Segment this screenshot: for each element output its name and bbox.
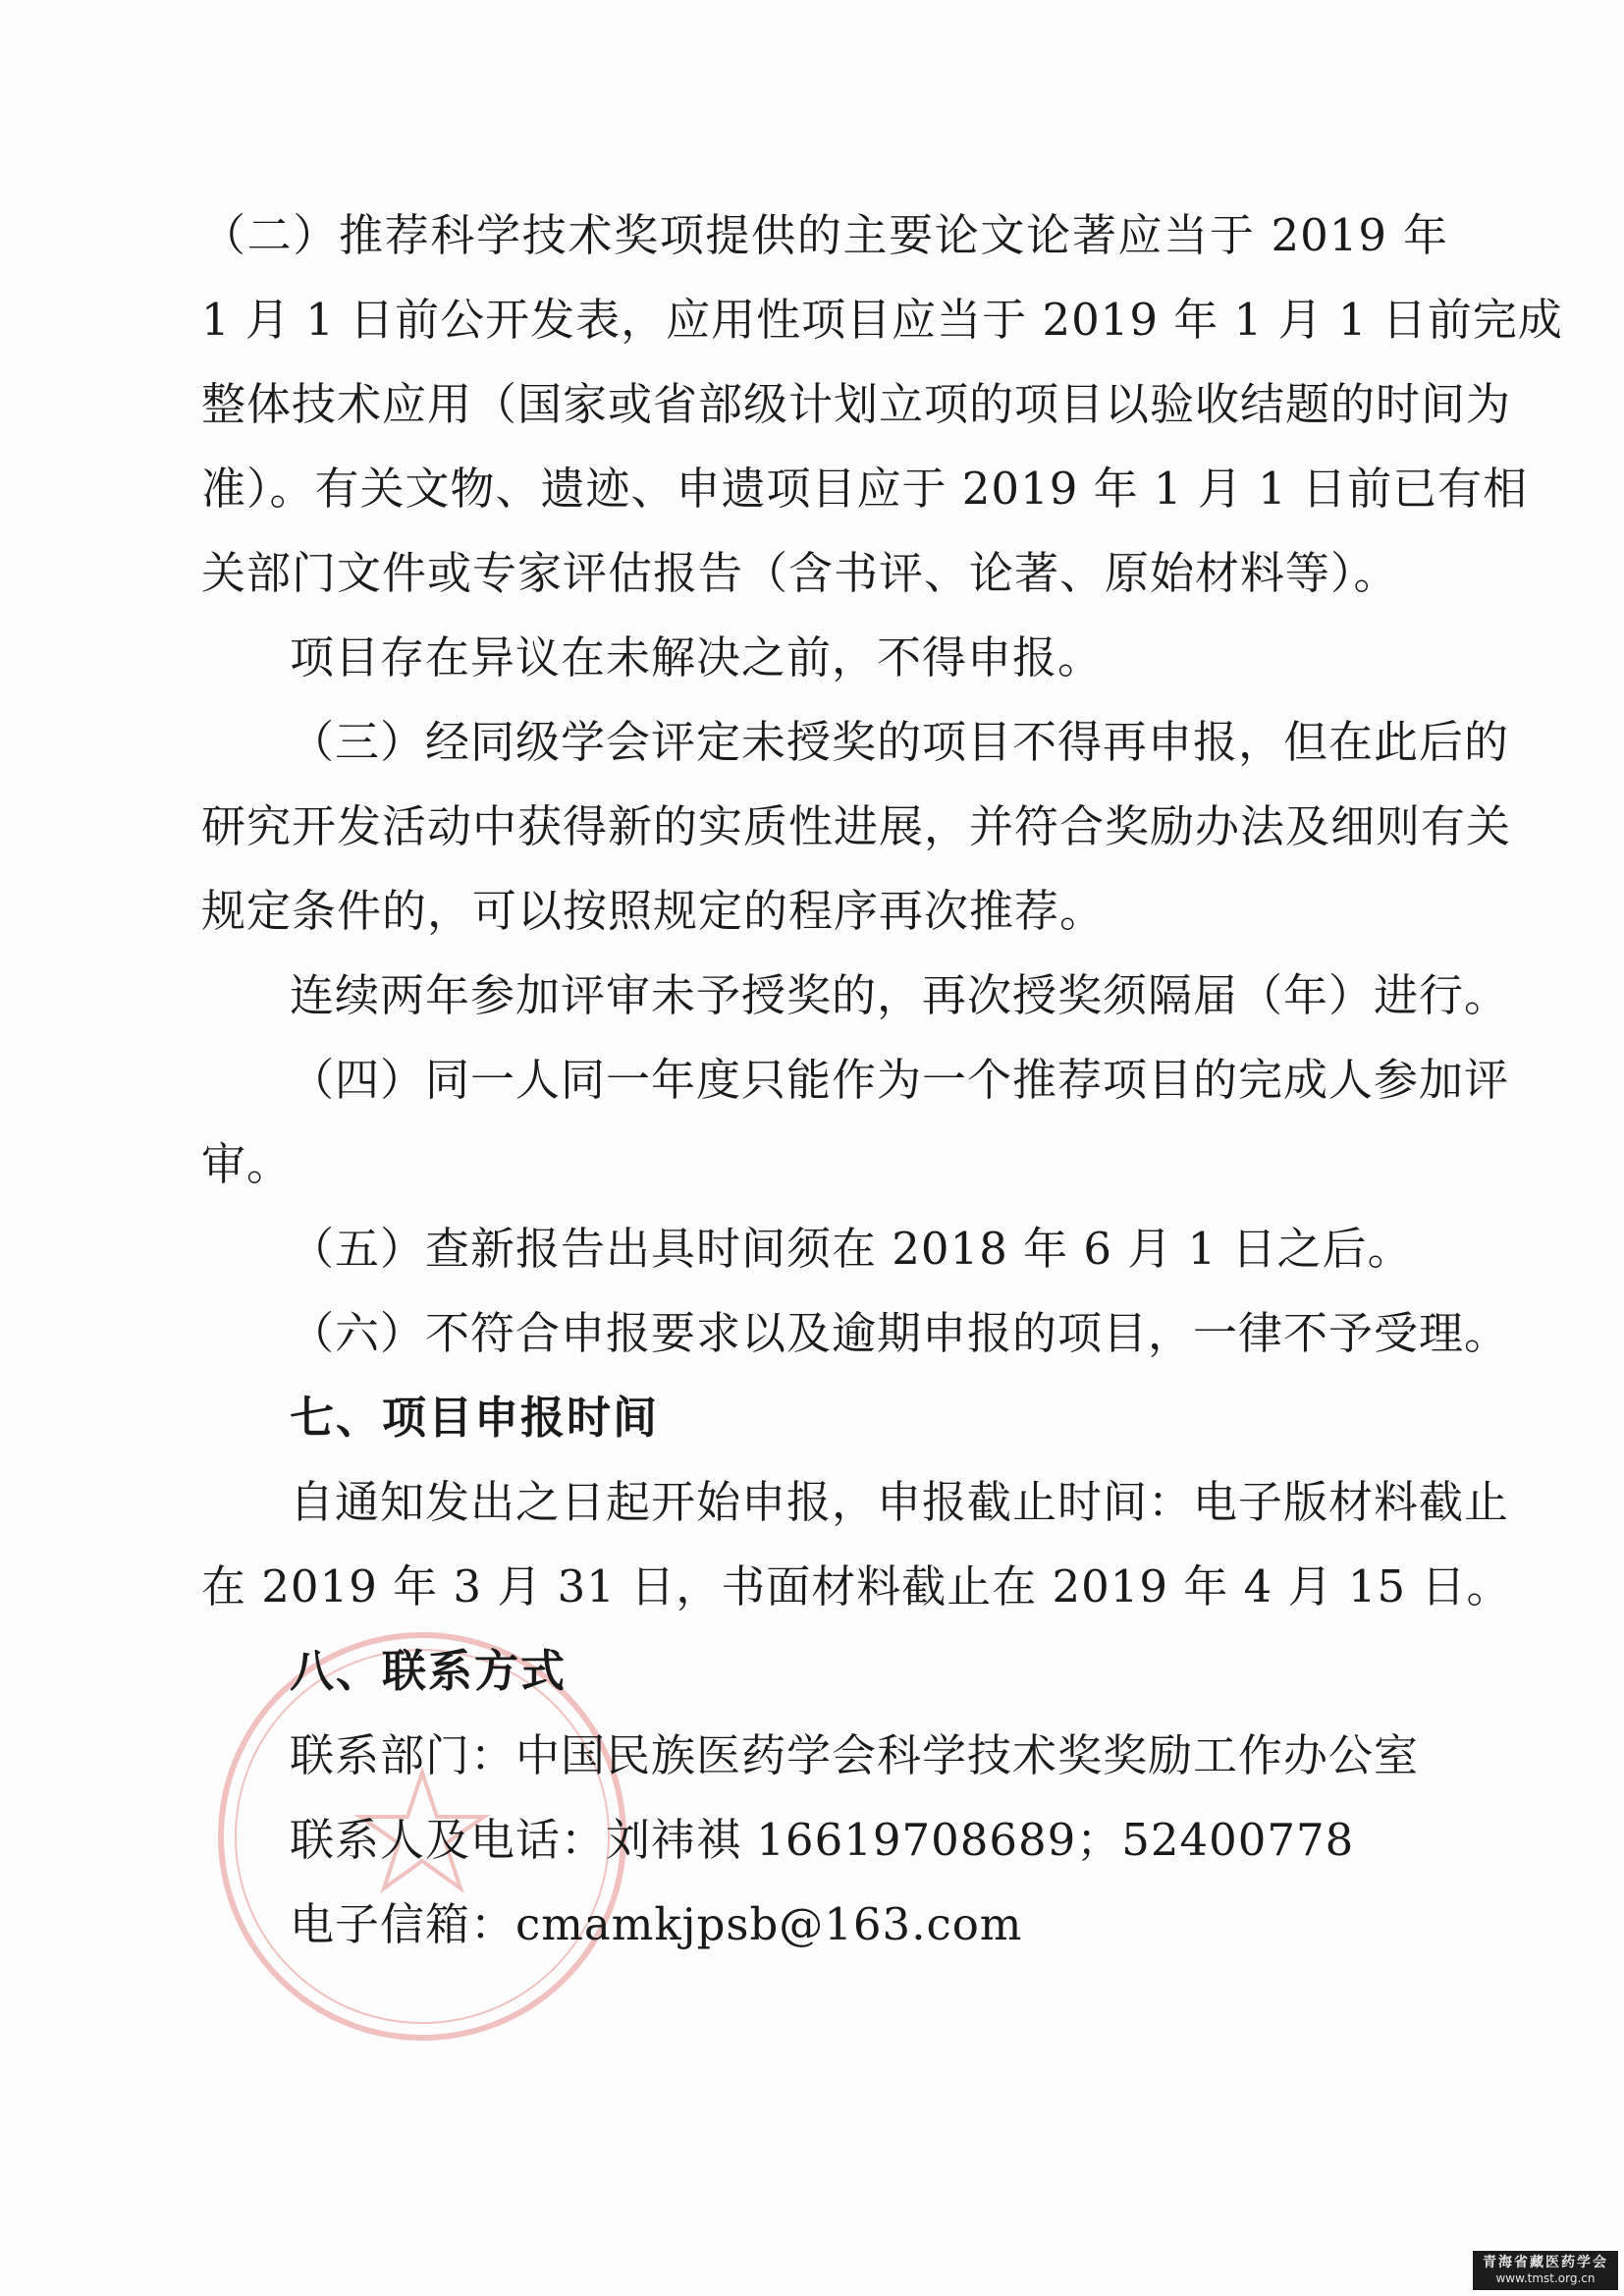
paragraph-line: （三）经同级学会评定未授奖的项目不得再申报，但在此后的 [290, 716, 1510, 768]
watermark-title: 青海省藏医药学会 [1483, 2255, 1608, 2270]
paragraph-line: 关部门文件或专家评估报告（含书评、论著、原始材料等）。 [201, 547, 1399, 599]
paragraph-line: （二）推荐科学技术奖项提供的主要论文论著应当于 2019 年 [201, 209, 1448, 261]
paragraph-line: 1 月 1 日前公开发表，应用性项目应当于 2019 年 1 月 1 日前完成 [201, 294, 1563, 346]
watermark-url: www.tmst.org.cn [1495, 2271, 1596, 2285]
section-heading: 七、项目申报时间 [290, 1392, 660, 1444]
paragraph-line: 规定条件的，可以按照规定的程序再次推荐。 [201, 885, 1106, 937]
paragraph-line: 准）。有关文物、遗迹、申遗项目应于 2019 年 1 月 1 日前已有相 [201, 463, 1529, 515]
paragraph-line: （六）不符合申报要求以及逾期申报的项目，一律不予受理。 [290, 1307, 1510, 1359]
contact-person-phone: 联系人及电话：刘祎祺 16619708689；52400778 [290, 1814, 1355, 1866]
site-watermark [1473, 2251, 1618, 2290]
paragraph-line: 整体技术应用（国家或省部级计划立项的项目以验收结题的时间为 [201, 378, 1512, 430]
paragraph-line: 在 2019 年 3 月 31 日，书面材料截止在 2019 年 4 月 15 日。 [201, 1560, 1512, 1613]
section-heading: 八、联系方式 [290, 1645, 568, 1697]
paragraph-line: 项目存在异议在未解决之前，不得申报。 [290, 631, 1104, 683]
paragraph-line: （四）同一人同一年度只能作为一个推荐项目的完成人参加评 [290, 1054, 1510, 1106]
paragraph-line: 研究开发活动中获得新的实质性进展，并符合奖励办法及细则有关 [201, 800, 1512, 852]
paragraph-line: 自通知发出之日起开始申报，申报截止时间：电子版材料截止 [290, 1476, 1510, 1528]
contact-department: 联系部门：中国民族医药学会科学技术奖奖励工作办公室 [290, 1729, 1420, 1781]
contact-email: 电子信箱：cmamkjpsb@163.com [290, 1898, 1023, 1950]
paragraph-line: 连续两年参加评审未予授奖的，再次授奖须隔届（年）进行。 [290, 969, 1510, 1021]
paragraph-line: 审。 [201, 1138, 293, 1190]
paragraph-line: （五）查新报告出具时间须在 2018 年 6 月 1 日之后。 [290, 1223, 1413, 1275]
